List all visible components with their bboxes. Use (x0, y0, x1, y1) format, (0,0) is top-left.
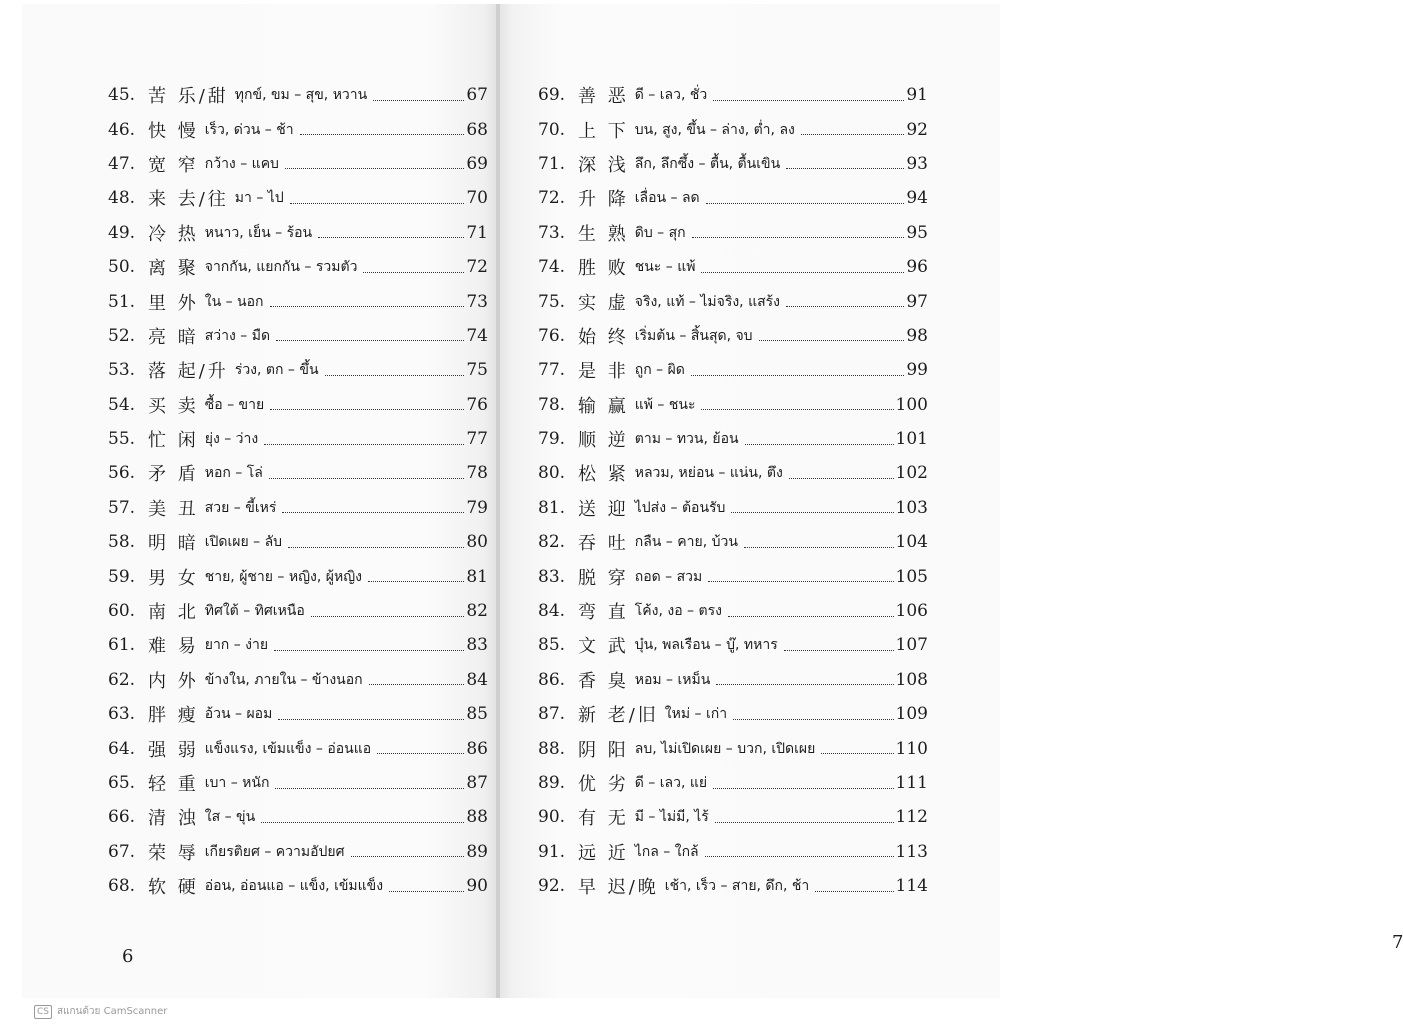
entry-page-number: 92 (906, 119, 928, 140)
toc-entry (108, 78, 488, 112)
entry-number: 81. (538, 497, 566, 518)
entry-number: 54. (108, 394, 136, 415)
toc-entry (108, 491, 488, 525)
thai-meaning: ลึก, ลึกซึ้ง – ตื้น, ตื้นเขิน (634, 155, 781, 172)
toc-entry (538, 353, 928, 387)
entry-page-number: 77 (466, 429, 488, 450)
entry-number: 68. (108, 876, 136, 897)
entry-page-number: 79 (466, 497, 488, 518)
chinese-antonym-pair: 轻 重 (148, 774, 199, 795)
entry-number: 66. (108, 807, 136, 828)
entry-page-number: 101 (895, 429, 928, 450)
dot-leader (300, 134, 465, 135)
dot-leader (801, 134, 905, 135)
entry-page-number: 107 (895, 635, 928, 656)
entry-page-number: 75 (466, 360, 488, 381)
entry-page-number: 86 (466, 738, 488, 759)
entry-number: 87. (538, 704, 566, 725)
chinese-antonym-pair: 明 暗 (148, 533, 199, 555)
toc-entry (108, 731, 488, 765)
thai-meaning: จริง, แท้ – ไม่จริง, แสร้ง (634, 293, 780, 310)
chinese-antonym-pair: 南 北 (148, 602, 199, 624)
chinese-antonym-pair: 实 虚 (578, 292, 629, 314)
dot-leader (288, 547, 464, 548)
toc-entry (538, 731, 928, 765)
dot-leader (706, 203, 905, 204)
thai-meaning: ทิศใต้ – ทิศเหนือ (204, 603, 305, 620)
chinese-antonym-pair: 荣 辱 (148, 842, 199, 864)
entry-page-number: 98 (906, 325, 928, 346)
dot-leader (285, 168, 464, 169)
dot-leader (789, 478, 894, 479)
entry-page-number: 109 (895, 704, 928, 725)
thai-meaning: แพ้ – ชนะ (634, 396, 696, 413)
chinese-antonym-pair: 里 外 (148, 292, 199, 314)
entry-number: 48. (108, 188, 136, 209)
entry-number: 65. (108, 773, 136, 793)
chinese-antonym-pair: 送 迎 (578, 498, 629, 520)
thai-meaning: ไปส่ง – ต้อนรับ (634, 499, 726, 516)
thai-meaning: โค้ง, งอ – ตรง (634, 603, 722, 620)
dot-leader (290, 203, 465, 204)
toc-entry (108, 319, 488, 353)
thai-meaning: ตาม – ทวน, ย้อน (634, 431, 739, 448)
entry-page-number: 94 (906, 188, 928, 209)
chinese-antonym-pair: 脱 穿 (578, 567, 629, 589)
entry-page-number: 110 (895, 738, 928, 759)
entry-page-number: 72 (466, 257, 488, 278)
chinese-antonym-pair: 松 紧 (578, 464, 629, 486)
thai-meaning: กว้าง – แคบ (204, 155, 279, 172)
dot-leader (731, 512, 893, 513)
thai-meaning: หนาว, เย็น – ร้อน (204, 224, 313, 241)
chinese-antonym-pair: 内 外 (148, 670, 199, 692)
thai-meaning: เร็ว, ด่วน – ช้า (204, 121, 294, 138)
chinese-antonym-pair: 升 降 (578, 189, 629, 211)
toc-entry (108, 628, 488, 662)
entry-number: 83. (538, 566, 566, 587)
toc-entry (538, 388, 928, 422)
chinese-antonym-pair: 男 女 (148, 567, 199, 589)
thai-meaning: บุ๋น, พลเรือน – บู๊, ทหาร (634, 637, 778, 654)
entry-number: 59. (108, 566, 136, 587)
entry-page-number: 69 (466, 153, 488, 174)
chinese-antonym-pair: 早 迟/晚 (578, 877, 659, 899)
thai-meaning: เบา – หนัก (204, 775, 270, 791)
toc-entry (538, 250, 928, 284)
chinese-antonym-pair: 矛 盾 (148, 464, 199, 486)
dot-leader (716, 684, 893, 685)
entry-page-number: 76 (466, 394, 488, 415)
dot-leader (351, 856, 465, 857)
entry-page-number: 81 (466, 566, 488, 587)
entry-number: 92. (538, 876, 566, 897)
dot-leader (708, 581, 893, 582)
thai-meaning: หลวม, หย่อน – แน่น, ตึง (634, 465, 783, 482)
entry-number: 71. (538, 153, 566, 174)
dot-leader (715, 822, 894, 823)
entry-number: 53. (108, 360, 136, 381)
toc-entry (538, 112, 928, 146)
toc-entry (538, 491, 928, 525)
toc-entry (538, 284, 928, 318)
dot-leader (276, 340, 464, 341)
thai-meaning: ถอด – สวม (634, 568, 703, 585)
entry-page-number: 114 (895, 876, 928, 897)
entry-number: 50. (108, 257, 136, 278)
thai-meaning: ร่วง, ตก – ขึ้น (234, 362, 319, 379)
entry-page-number: 106 (895, 601, 928, 622)
toc-entry (108, 422, 488, 456)
entry-number: 86. (538, 669, 566, 690)
camscanner-logo-icon: CS (34, 1005, 52, 1019)
dot-leader (701, 409, 893, 410)
chinese-antonym-pair: 香 臭 (578, 670, 629, 692)
entry-page-number: 67 (466, 85, 488, 106)
dot-leader (264, 444, 464, 445)
entry-number: 47. (108, 153, 136, 174)
toc-entry (108, 594, 488, 628)
entry-page-number: 99 (906, 360, 928, 381)
entry-number: 91. (538, 841, 566, 862)
entry-number: 80. (538, 463, 566, 484)
chinese-antonym-pair: 阴 阳 (578, 739, 629, 761)
chinese-antonym-pair: 顺 逆 (578, 430, 629, 452)
chinese-antonym-pair: 深 浅 (578, 154, 629, 176)
chinese-antonym-pair: 清 浊 (148, 808, 199, 830)
entry-number: 49. (108, 222, 136, 243)
dot-leader (784, 650, 894, 651)
dot-leader (325, 375, 465, 376)
entry-number: 90. (538, 807, 566, 828)
entry-number: 84. (538, 601, 566, 622)
chinese-antonym-pair: 始 终 (578, 326, 629, 348)
toc-entry (108, 250, 488, 284)
dot-leader (311, 616, 465, 617)
toc-entry (108, 388, 488, 422)
toc-entry (538, 594, 928, 628)
chinese-antonym-pair: 输 赢 (578, 395, 629, 417)
thai-meaning: ดิบ – สุก (634, 224, 686, 241)
thai-meaning: ชนะ – แพ้ (634, 259, 696, 276)
toc-entry (108, 800, 488, 834)
entry-number: 79. (538, 429, 566, 450)
toc-entry (108, 835, 488, 869)
entry-number: 69. (538, 85, 566, 106)
thai-meaning: จากกัน, แยกกัน – รวมตัว (204, 259, 358, 276)
thai-meaning: ทุกข์, ขม – สุข, หวาน (234, 87, 368, 104)
entry-number: 64. (108, 738, 136, 759)
entry-page-number: 87 (466, 773, 488, 793)
thai-meaning: อ้วน – ผอม (204, 706, 273, 723)
chinese-antonym-pair: 善 恶 (578, 86, 629, 108)
entry-page-number: 71 (466, 222, 488, 243)
thai-meaning: ข้างใน, ภายใน – ข้างนอก (204, 671, 363, 688)
scanner-watermark-text: สแกนด้วย CamScanner (57, 1006, 168, 1017)
thai-meaning: เปิดเผย – ลับ (204, 534, 283, 551)
entry-page-number: 93 (906, 153, 928, 174)
entry-page-number: 74 (466, 325, 488, 346)
toc-entry (538, 835, 928, 869)
chinese-antonym-pair: 快 慢 (148, 120, 199, 142)
dot-leader (261, 822, 464, 823)
dot-leader (275, 788, 464, 789)
book-spread (22, 4, 1403, 998)
entry-page-number: 111 (895, 773, 928, 793)
chinese-antonym-pair: 生 熟 (578, 223, 629, 245)
entry-page-number: 112 (895, 807, 928, 828)
thai-meaning: บน, สูง, ขึ้น – ล่าง, ต่ำ, ลง (634, 121, 795, 138)
chinese-antonym-pair: 吞 吐 (578, 533, 629, 555)
entry-number: 55. (108, 429, 136, 450)
dot-leader (318, 237, 464, 238)
chinese-antonym-pair: 苦 乐/甜 (148, 86, 229, 108)
entry-page-number: 91 (906, 85, 928, 106)
toc-entry (108, 525, 488, 559)
entry-page-number: 96 (906, 257, 928, 278)
entry-number: 73. (538, 222, 566, 243)
entry-page-number: 95 (906, 222, 928, 243)
entry-page-number: 68 (466, 119, 488, 140)
entry-number: 63. (108, 704, 136, 725)
chinese-antonym-pair: 美 丑 (148, 498, 199, 520)
chinese-antonym-pair: 忙 闲 (148, 430, 199, 452)
dot-leader (705, 856, 894, 857)
toc-entry (108, 216, 488, 250)
chinese-antonym-pair: 优 劣 (578, 774, 629, 795)
dot-leader (701, 272, 904, 273)
dot-leader (274, 650, 464, 651)
entry-page-number: 78 (466, 463, 488, 484)
toc-entry (108, 147, 488, 181)
chinese-antonym-pair: 宽 窄 (148, 154, 199, 176)
dot-leader (692, 237, 905, 238)
thai-meaning: แข็งแรง, เข้มแข็ง – อ่อนแอ (204, 740, 372, 757)
thai-meaning: เริ่มต้น – สิ้นสุด, จบ (634, 327, 753, 344)
thai-meaning: มา – ไป (234, 190, 284, 207)
chinese-antonym-pair: 上 下 (578, 120, 629, 142)
toc-entry (538, 559, 928, 593)
chinese-antonym-pair: 新 老/旧 (578, 705, 659, 727)
dot-leader (786, 306, 904, 307)
entry-number: 57. (108, 497, 136, 518)
dot-leader (744, 547, 894, 548)
dot-leader (377, 753, 464, 754)
chinese-antonym-pair: 强 弱 (148, 739, 199, 761)
thai-meaning: มี – ไม่มี, ไร้ (634, 809, 709, 826)
entry-number: 45. (108, 85, 136, 106)
entry-number: 67. (108, 841, 136, 862)
toc-entry (108, 181, 488, 215)
entry-number: 78. (538, 394, 566, 415)
thai-meaning: หอก – โล่ (204, 465, 263, 482)
thai-meaning: หอม – เหม็น (634, 671, 711, 688)
entry-page-number: 102 (895, 463, 928, 484)
entry-number: 85. (538, 635, 566, 656)
dot-leader (270, 306, 465, 307)
entry-page-number: 84 (466, 669, 488, 690)
toc-entry (538, 319, 928, 353)
entry-number: 52. (108, 325, 136, 346)
dot-leader (759, 340, 905, 341)
dot-leader (815, 891, 893, 892)
thai-meaning: ชาย, ผู้ชาย – หญิง, ผู้หญิง (204, 568, 362, 585)
dot-leader (733, 719, 893, 720)
thai-meaning: ยาก – ง่าย (204, 637, 269, 654)
entry-number: 70. (538, 119, 566, 140)
dot-leader (786, 168, 904, 169)
entry-number: 88. (538, 738, 566, 759)
entry-page-number: 104 (895, 532, 928, 553)
chinese-antonym-pair: 有 无 (578, 808, 629, 830)
entry-number: 51. (108, 291, 136, 312)
entry-number: 82. (538, 532, 566, 553)
entry-number: 62. (108, 669, 136, 690)
chinese-antonym-pair: 是 非 (578, 361, 629, 383)
thai-meaning: ดี – เลว, ชั่ว (634, 87, 708, 104)
toc-entry (108, 456, 488, 490)
thai-meaning: เกียรติยศ – ความอัปยศ (204, 843, 345, 860)
entry-page-number: 73 (466, 291, 488, 312)
dot-leader (373, 100, 464, 101)
dot-leader (270, 409, 464, 410)
toc-entry (108, 353, 488, 387)
thai-meaning: ใส – ขุ่น (204, 809, 256, 826)
chinese-antonym-pair: 胖 瘦 (148, 705, 199, 727)
chinese-antonym-pair: 亮 暗 (148, 326, 199, 348)
thai-meaning: กลืน – คาย, บ้วน (634, 534, 738, 551)
entry-number: 74. (538, 257, 566, 278)
dot-leader (278, 719, 464, 720)
entry-page-number: 108 (895, 669, 928, 690)
thai-meaning: เลื่อน – ลด (634, 190, 700, 207)
dot-leader (713, 788, 893, 789)
toc-entry (538, 216, 928, 250)
chinese-antonym-pair: 来 去/往 (148, 189, 229, 211)
thai-meaning: ดี – เลว, แย่ (634, 775, 708, 791)
chinese-antonym-pair: 买 卖 (148, 395, 199, 417)
book-gutter (496, 4, 500, 998)
toc-entry (108, 766, 488, 800)
toc-entry (538, 422, 928, 456)
thai-meaning: ไกล – ใกล้ (634, 843, 699, 860)
toc-entry (538, 525, 928, 559)
entry-page-number: 80 (466, 532, 488, 553)
toc-entry (538, 869, 928, 903)
toc-entry (538, 800, 928, 834)
toc-entry (108, 559, 488, 593)
thai-meaning: ยุ่ง – ว่าง (204, 431, 259, 448)
thai-meaning: สว่าง – มืด (204, 327, 271, 344)
toc-entry (538, 181, 928, 215)
toc-entry (108, 697, 488, 731)
right-toc-list (538, 78, 928, 903)
dot-leader (269, 478, 465, 479)
entry-number: 77. (538, 360, 566, 381)
entry-page-number: 113 (895, 841, 928, 862)
entry-page-number: 90 (466, 876, 488, 897)
toc-entry (538, 628, 928, 662)
entry-page-number: 100 (895, 394, 928, 415)
entry-page-number: 88 (466, 807, 488, 828)
chinese-antonym-pair: 落 起/升 (148, 361, 229, 383)
thai-meaning: อ่อน, อ่อนแอ – แข็ง, เข้มแข็ง (204, 878, 384, 895)
entry-page-number: 97 (906, 291, 928, 312)
thai-meaning: ใน – นอก (204, 293, 264, 310)
dot-leader (363, 272, 464, 273)
entry-number: 89. (538, 773, 566, 793)
chinese-antonym-pair: 离 聚 (148, 258, 199, 280)
entry-number: 56. (108, 463, 136, 484)
thai-meaning: ถูก – ผิด (634, 362, 685, 379)
entry-number: 46. (108, 119, 136, 140)
chinese-antonym-pair: 弯 直 (578, 602, 629, 624)
entry-number: 58. (108, 532, 136, 553)
toc-entry (538, 456, 928, 490)
toc-entry (108, 112, 488, 146)
chinese-antonym-pair: 文 武 (578, 636, 629, 658)
entry-page-number: 105 (895, 566, 928, 587)
left-toc-list (108, 78, 488, 903)
entry-number: 76. (538, 325, 566, 346)
thai-meaning: ซื้อ – ขาย (204, 396, 265, 413)
entry-number: 61. (108, 635, 136, 656)
thai-meaning: ลบ, ไม่เปิดเผย – บวก, เปิดเผย (634, 740, 816, 757)
dot-leader (368, 581, 464, 582)
entry-page-number: 85 (466, 704, 488, 725)
dot-leader (282, 512, 464, 513)
toc-entry (538, 663, 928, 697)
entry-page-number: 89 (466, 841, 488, 862)
entry-page-number: 82 (466, 601, 488, 622)
chinese-antonym-pair: 远 近 (578, 842, 629, 864)
toc-entry (108, 663, 488, 697)
toc-entry (108, 284, 488, 318)
right-page-number: 7 (1392, 932, 1403, 953)
chinese-antonym-pair: 冷 热 (148, 223, 199, 245)
scanner-watermark (34, 1004, 167, 1019)
entry-number: 60. (108, 601, 136, 622)
toc-entry (538, 147, 928, 181)
toc-entry (538, 78, 928, 112)
chinese-antonym-pair: 难 易 (148, 636, 199, 658)
chinese-antonym-pair: 软 硬 (148, 877, 199, 899)
dot-leader (745, 444, 894, 445)
dot-leader (821, 753, 893, 754)
thai-meaning: ใหม่ – เก่า (664, 706, 728, 723)
thai-meaning: สวย – ขี้เหร่ (204, 499, 277, 516)
dot-leader (389, 891, 464, 892)
thai-meaning: เช้า, เร็ว – สาย, ดึก, ช้า (664, 878, 810, 895)
entry-number: 75. (538, 291, 566, 312)
entry-page-number: 83 (466, 635, 488, 656)
dot-leader (691, 375, 904, 376)
dot-leader (728, 616, 894, 617)
entry-number: 72. (538, 188, 566, 209)
toc-entry (538, 766, 928, 800)
entry-page-number: 103 (895, 497, 928, 518)
left-page-number: 6 (122, 946, 134, 967)
chinese-antonym-pair: 胜 败 (578, 258, 629, 280)
entry-page-number: 70 (466, 188, 488, 209)
dot-leader (369, 684, 465, 685)
dot-leader (713, 100, 904, 101)
toc-entry (108, 869, 488, 903)
toc-entry (538, 697, 928, 731)
